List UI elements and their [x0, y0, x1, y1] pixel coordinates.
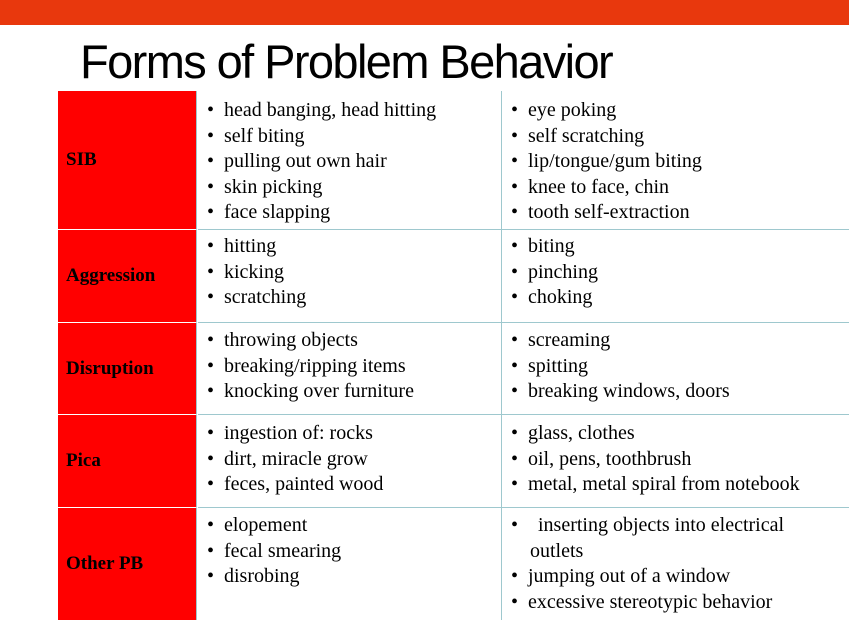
list-item: • tooth self-extraction [510, 200, 849, 226]
category-cell [58, 91, 197, 229]
list-item: • choking [510, 285, 849, 311]
category-label: Disruption [66, 357, 154, 379]
category-label: Aggression [66, 265, 156, 286]
list-item: • dirt, miracle grow [206, 447, 501, 473]
category-label: Other PB [66, 553, 144, 574]
list-item [510, 513, 849, 564]
list-item: • biting [510, 234, 849, 260]
table-row-disruption [58, 322, 849, 414]
right-column [501, 414, 849, 507]
list-item: • self biting [206, 124, 501, 150]
list-item: • self scratching [510, 124, 849, 150]
table-row-sib [58, 91, 849, 229]
list-item: • spitting [510, 354, 849, 380]
left-column [198, 322, 501, 414]
list-item: • pinching [510, 260, 849, 286]
right-column [501, 91, 849, 229]
right-column [501, 507, 849, 620]
list-item: • face slapping [206, 200, 501, 226]
list-item: • eye poking [510, 98, 849, 124]
left-column [198, 414, 501, 507]
list-item: • oil, pens, toothbrush [510, 447, 849, 473]
list-item: • lip/tongue/gum biting [510, 149, 849, 175]
list-item: • glass, clothes [510, 421, 849, 447]
table-row-pica [58, 414, 849, 507]
right-column [501, 322, 849, 414]
left-column [198, 229, 501, 322]
right-column [501, 229, 849, 322]
list-item-text: inserting objects into electrical [538, 514, 785, 536]
list-item: • breaking/ripping items [206, 354, 501, 380]
list-item: • metal, metal spiral from notebook [510, 472, 849, 498]
list-item: • skin picking [206, 175, 501, 201]
list-item: • scratching [206, 285, 501, 311]
list-item: • excessive stereotypic behavior [510, 590, 849, 616]
list-item: • kicking [206, 260, 501, 286]
list-item: • screaming [510, 328, 849, 354]
list-item: • disrobing [206, 564, 501, 590]
behavior-table [58, 91, 849, 620]
category-cell [58, 414, 197, 507]
top-accent-bar [0, 0, 849, 25]
list-item: • breaking windows, doors [510, 379, 849, 405]
list-item: • fecal smearing [206, 539, 501, 565]
list-item: • elopement [206, 513, 501, 539]
list-item: • jumping out of a window [510, 564, 849, 590]
table-row-other-pb [58, 507, 849, 620]
list-item: • throwing objects [206, 328, 501, 354]
list-item: • head banging, head hitting [206, 98, 501, 124]
category-label: Pica [66, 450, 101, 471]
list-item-continuation: outlets [530, 539, 584, 562]
category-cell [58, 507, 197, 620]
category-label: SIB [66, 149, 97, 170]
slide-title: Forms of Problem Behavior [80, 35, 613, 88]
table-row-aggression [58, 229, 849, 322]
list-item: • knocking over furniture [206, 379, 501, 405]
list-item: • knee to face, chin [510, 175, 849, 201]
list-item: • hitting [206, 234, 501, 260]
list-item: • ingestion of: rocks [206, 421, 501, 447]
left-column [198, 91, 501, 229]
left-column [198, 507, 501, 620]
category-cell [58, 229, 197, 322]
list-item: • pulling out own hair [206, 149, 501, 175]
category-cell [58, 322, 197, 414]
list-item: • feces, painted wood [206, 472, 501, 498]
